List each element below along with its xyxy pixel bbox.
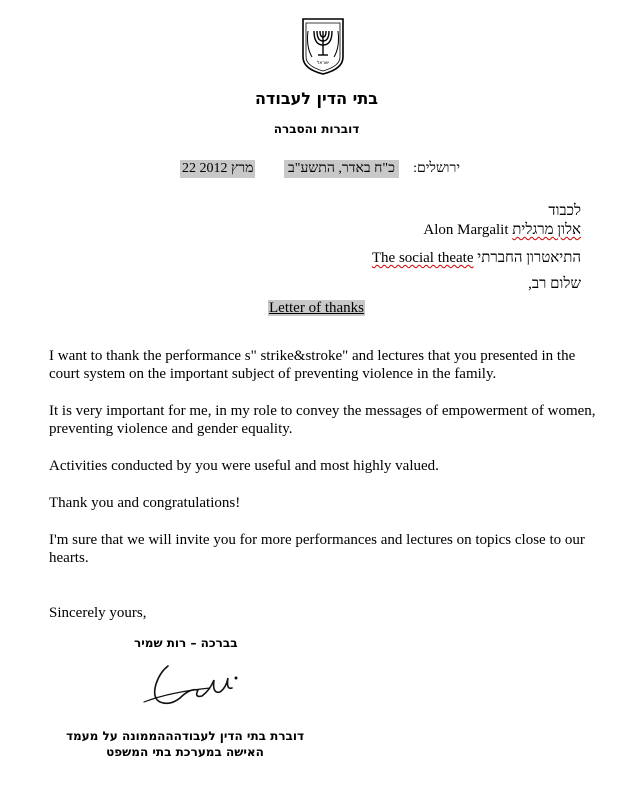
letter-heading-text: Letter of thanks (269, 300, 364, 316)
recipient-name-en: Alon Margalit (423, 222, 509, 238)
svg-text:ישראל: ישראל (316, 61, 330, 66)
greeting: שלום רב, (528, 276, 581, 292)
gregorian-date: 22 מרץ 2012 (182, 161, 254, 176)
hebrew-date: כ"ח באדר, התשע"ב (284, 160, 399, 178)
footer-line-1: דוברת בתי הדין לעבודהההממונה על מעמד (65, 729, 305, 743)
page-subtitle: דוברות והסברה (273, 122, 360, 136)
salutation: לכבוד (548, 203, 581, 219)
recipient-org-he: התיאטרון החברתי (477, 250, 581, 266)
menorah-emblem-icon (300, 17, 346, 75)
letter-heading (0, 300, 633, 317)
body-paragraph-1: I want to thank the performance s" strike&stroke" and lectures that you presented in the court system on the important subject of preventing violence in the family. (49, 348, 576, 382)
body-paragraph-3: Activities conducted by you were useful and most highly valued. (49, 458, 439, 474)
recipient-name (423, 222, 581, 239)
footer-line-2: האישה במערכת בתי המשפט (106, 745, 264, 759)
body-paragraph-4: Thank you and congratulations! (49, 495, 241, 511)
dateline (180, 160, 460, 178)
body-paragraph-2: It is very important for me, in my role to convey the messages of empowerment of women, preventing violence and gender equality. (49, 403, 596, 437)
body-paragraph-5: I'm sure that we will invite you for more performances and lectures on topics close to our hearts. (49, 532, 585, 566)
recipient-org (372, 250, 581, 267)
closing-hebrew: בברכה – רות שמיר (134, 636, 238, 650)
page-title: בתי הדין לעבודה (254, 89, 379, 108)
recipient-org-en: The social theate (371, 250, 474, 266)
recipient-name-he: אלון מרגלית (512, 222, 581, 238)
signature-icon (140, 658, 250, 710)
date-label: ירושלים: (413, 161, 460, 176)
closing-english: Sincerely yours, (49, 605, 147, 621)
